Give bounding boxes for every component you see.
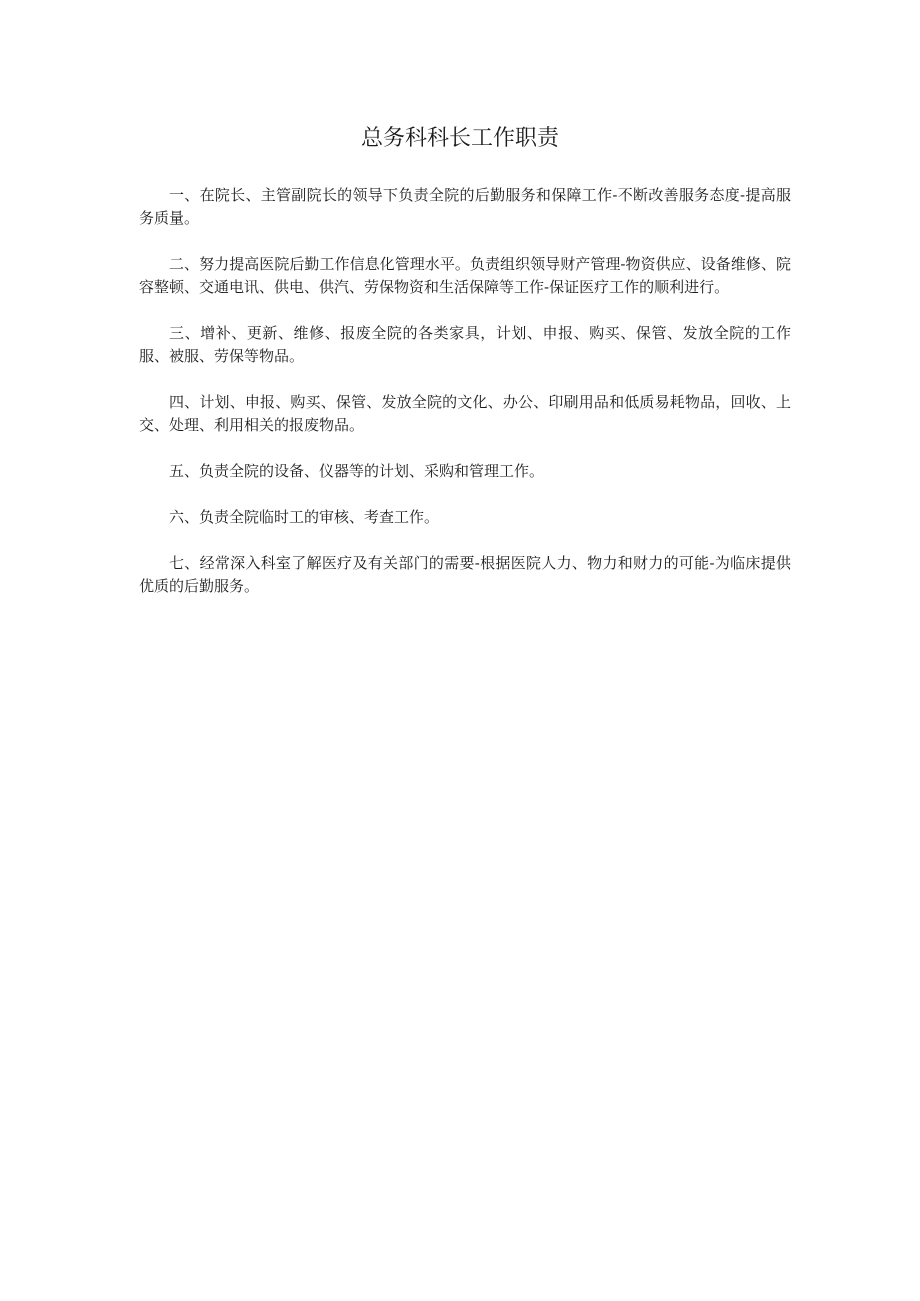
document-title: 总务科科长工作职责 xyxy=(360,126,559,151)
duty-paragraph-7: 七、经常深入科室了解医疗及有关部门的需要-根据医院人力、物力和财力的可能-为临床提供优质的后勤服务。 xyxy=(139,554,791,595)
duty-paragraph-3: 三、增补、更新、维修、报废全院的各类家具，计划、申报、购买、保管、发放全院的工作服、被服、劳保等物品。 xyxy=(139,324,791,365)
duty-paragraph-6: 六、负责全院临时工的审核、考查工作。 xyxy=(169,508,440,526)
duty-paragraph-1: 一、在院长、主管副院长的领导下负责全院的后勤服务和保障工作-不断改善服务态度-提高服务质量。 xyxy=(139,186,791,227)
duty-paragraph-5: 五、负责全院的设备、仪器等的计划、采购和管理工作。 xyxy=(169,462,545,480)
document-body xyxy=(139,184,791,621)
duty-paragraph-2: 二、努力提高医院后勤工作信息化管理水平。负责组织领导财产管理-物资供应、设备维修、院容整顿、交通电讯、供电、供汽、劳保物资和生活保障等工作-保证医疗工作的顺利进行。 xyxy=(139,255,791,296)
duty-paragraph-4: 四、计划、申报、购买、保管、发放全院的文化、办公、印刷用品和低质易耗物品，回收、上交、处理、利用相关的报废物品。 xyxy=(139,393,791,434)
